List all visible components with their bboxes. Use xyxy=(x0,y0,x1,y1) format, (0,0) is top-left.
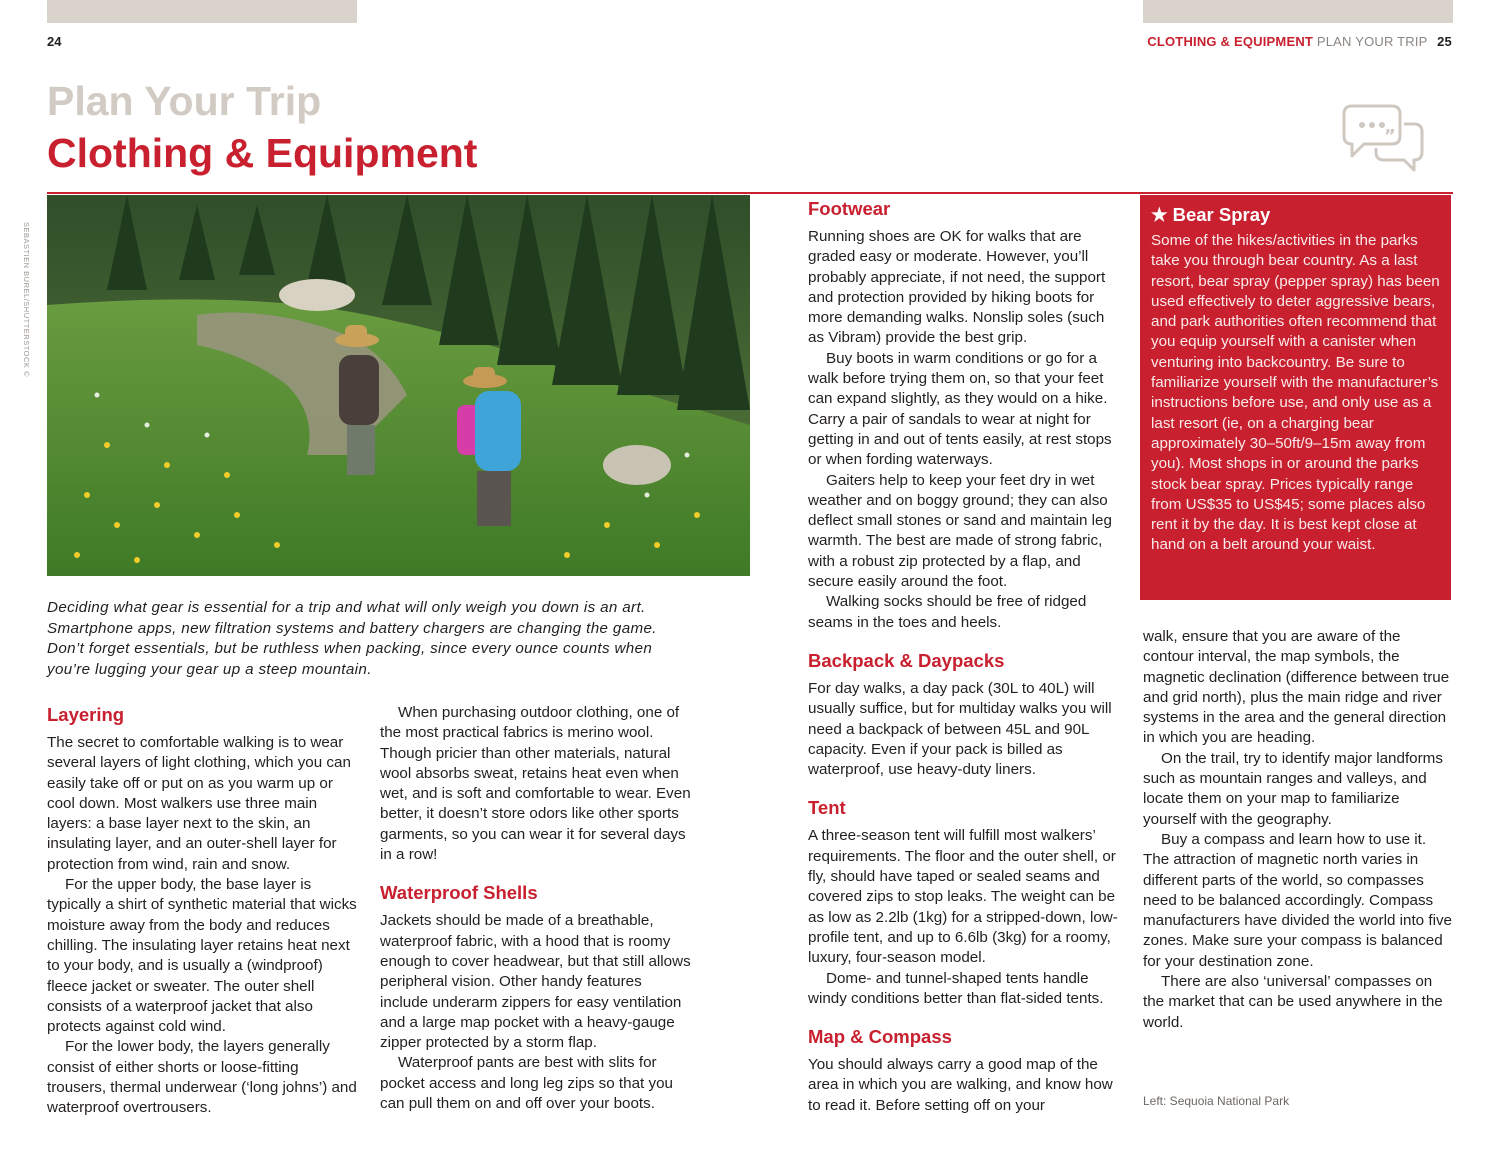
chapter-title: Clothing & Equipment xyxy=(47,130,478,176)
backpack-paragraph-1: For day walks, a day pack (30L to 40L) will usually suffice, but for multiday walks you will need a backpack of between 45L and 90L capacity. Even if your pack is billed as waterproof, use heavy-duty liners. xyxy=(808,679,1112,779)
footwear-heading: Footwear xyxy=(808,198,891,219)
waterproof-shells-heading: Waterproof Shells xyxy=(380,882,538,904)
bear-spray-title: Bear Spray xyxy=(1172,204,1271,225)
tent-heading: Tent xyxy=(808,797,846,819)
intro-paragraph: Deciding what gear is essential for a trip and what will only weigh you down is an art. Smartphone apps, new filtration systems and battery chargers are changing the game. Don’t forget essentials, but be ruthless when packing, since every ounce counts when you’re lugging your gear up a steep mountain. xyxy=(47,599,657,678)
hikers-meadow-photo xyxy=(47,195,750,576)
left-page-number: 24 xyxy=(47,34,62,49)
map-paragraph-3: Buy a compass and learn how to use it. The attraction of magnetic north varies in different parts of the world, so compasses need to be balanced accordingly. Compass manufacturers have divided the world into five zones. Make sure your compass is balanced for your destination zone. xyxy=(1143,830,1452,970)
right-page-tab xyxy=(1143,0,1453,23)
backpack-heading: Backpack & Daypacks xyxy=(808,649,1005,671)
bear-spray-heading xyxy=(1151,204,1440,226)
tent-paragraph-1: A three-season tent will fulfill most walkers’ requirements. The floor and the outer shell, or fly, should have taped or sealed seams and covered zips to stop leaks. The weight can be as low as 2.2lb (1kg) for a stripped-down, low-profile tent, and up to 6.6lb (3kg) for a roomy, luxury, four-season model. xyxy=(808,827,1118,967)
layering-paragraph-1: The secret to comfortable walking is to wear several layers of light clothing, which you can easily take off or put on as you warm up or cool down. Most walkers use three main layers: a base layer next to the skin, an insulating layer, and an outer-shell layer for protection from wind, rain and snow. xyxy=(47,734,351,873)
waterproof-paragraph-2: Waterproof pants are best with slits for pocket access and long leg zips so that you can pull them on and off over your boots. xyxy=(380,1054,673,1113)
photo-caption: Left: Sequoia National Park xyxy=(1143,1094,1290,1108)
bear-spray-body: Some of the hikes/activities in the parks take you through bear country. As a last resort, bear spray (pepper spray) has been used effectively to deter aggressive bears, and park authorities often recommend that you equip yourself with a canister when venturing into backcountry. Be sure to familiarize yourself with the manufacturer’s instructions before use, and only use as a last resort (ie, on a charging bear approximately 30–50ft/9–15m away from you). Most shops in or around the parks stock bear spray. Prices typically range from US$35 to US$45; some places also rent it by the day. It is best kept close at hand on a belt around your waist. xyxy=(1151,232,1440,554)
chapter-kicker: Plan Your Trip xyxy=(47,78,322,124)
map-paragraph-1b: walk, ensure that you are aware of the contour interval, the map symbols, the magnetic declination (difference between true and grid north), plus the main ridge and river systems in the area and the general direction in which you are heading. xyxy=(1143,628,1450,747)
running-head-section: CLOTHING & EQUIPMENT xyxy=(1147,34,1314,49)
map-paragraph-1a: You should always carry a good map of the area in which you are walking, and know how to read it. Before setting off on your xyxy=(808,1056,1113,1114)
tent-paragraph-2: Dome- and tunnel-shaped tents handle windy conditions better than flat-sided tents. xyxy=(808,969,1104,1007)
header-rule xyxy=(47,192,1453,194)
footwear-paragraph-1: Running shoes are OK for walks that are graded easy or moderate. However, you’ll probably appreciate, if not need, the support and protection provided by hiking boots for more demanding walks. Nonslip soles (such as Vibram) provide the best grip. xyxy=(808,228,1106,347)
layering-paragraph-3: For the lower body, the layers generally consist of either shorts or loose-fitting trousers, thermal underwear (‘long johns’) and waterproof overtrousers. xyxy=(47,1038,357,1117)
footwear-paragraph-3: Gaiters help to keep your feet dry in wet weather and on boggy ground; they can also deflect small stones or sand and maintain leg warmth. The best are made of strong fabric, with a robust zip protected by a flap, and secure easily around the foot. xyxy=(808,471,1112,591)
bear-spray-box xyxy=(1140,195,1451,600)
svg-text:”: ” xyxy=(1384,126,1396,147)
column-3 xyxy=(808,198,1122,1116)
star-icon: ★ xyxy=(1151,204,1168,225)
layering-heading: Layering xyxy=(47,704,125,725)
speech-bubbles-icon xyxy=(1340,102,1426,174)
column-4 xyxy=(1143,627,1455,1033)
layering-paragraph-4: When purchasing outdoor clothing, one of the most practical fabrics is merino wool. Though pricier than other materials, natural wool absorbs sweat, retains heat even when wet, and is soft and comfortable to wear. Even better, it doesn’t store odors like other sports garments, so you can wear it for several days in a row! xyxy=(380,704,691,864)
running-head xyxy=(1147,34,1452,49)
left-page-tab xyxy=(47,0,357,23)
waterproof-paragraph-1: Jackets should be made of a breathable, waterproof fabric, with a hood that is roomy enough to cover headwear, but that still allows peripheral vision. Other handy features include underarm zippers for easy ventilation and a large map pocket with a heavy-gauge zipper protected by a storm flap. xyxy=(380,912,691,1052)
column-1 xyxy=(47,704,359,1119)
footwear-paragraph-2: Buy boots in warm conditions or go for a walk before trying them on, so that your feet can expand slightly, as they would on a hike. Carry a pair of sandals to wear at night for getting in and out of tents easily, at rest stops or when fording waterways. xyxy=(808,349,1112,469)
map-paragraph-4: There are also ‘universal’ compasses on the market that can be used anywhere in the world. xyxy=(1143,973,1443,1031)
running-head-part: PLAN YOUR TRIP xyxy=(1316,34,1428,49)
column-2 xyxy=(380,703,692,1114)
footwear-paragraph-4: Walking socks should be free of ridged seams in the toes and heels. xyxy=(808,593,1087,631)
map-compass-heading: Map & Compass xyxy=(808,1026,952,1048)
photo-credit: SEBASTIEN BUREL/SHUTTERSTOCK © xyxy=(22,222,31,377)
layering-paragraph-2: For the upper body, the base layer is typically a shirt of synthetic material that wicks moisture away from the body and reduces chilling. The insulating layer retains heat next to your body, and is usually a (windproof) fleece jacket or sweater. The outer shell consists of a waterproof jacket that also protects against cold wind. xyxy=(47,876,357,1036)
right-page-number: 25 xyxy=(1437,34,1452,49)
map-paragraph-2: On the trail, try to identify major landforms such as mountain ranges and valleys, and locate them on your map to familiarize yourself with the geography. xyxy=(1143,749,1443,828)
